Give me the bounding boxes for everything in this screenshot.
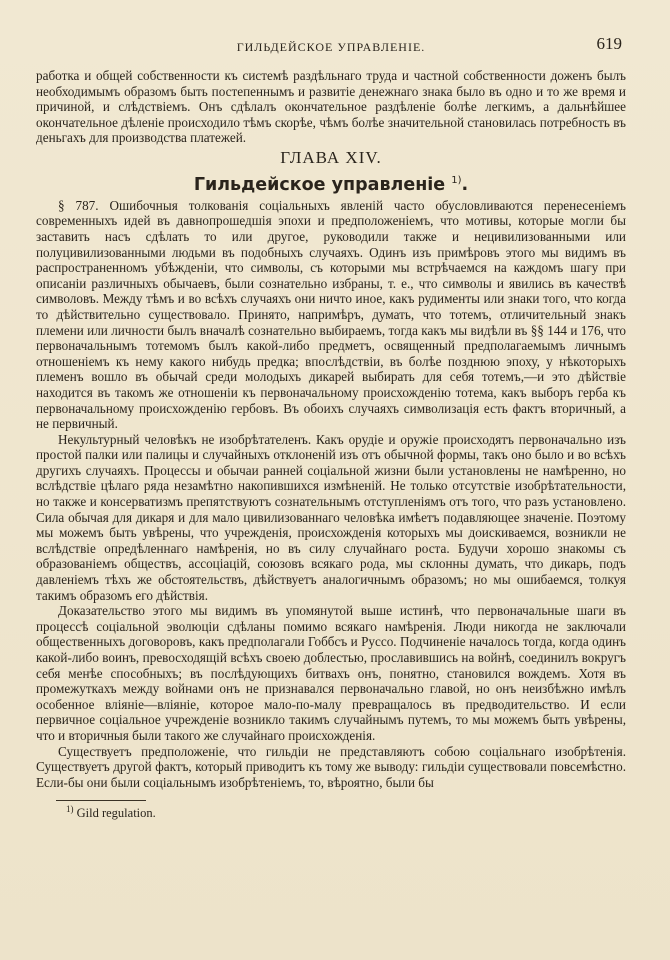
footnote-divider: [56, 800, 146, 801]
running-title: ГИЛЬДЕЙСКОЕ УПРАВЛЕНІЕ.: [236, 40, 426, 54]
footnote-text: Gild regulation.: [76, 806, 156, 821]
chapter-title: ГЛАВА XIV.: [280, 147, 382, 167]
footnote: [66, 804, 626, 821]
paragraph-787: § 787. Ошибочныя толкованія соціальныхъ явленій часто обусловливаются перенесеніемъ современныхъ идей въ давнопрошедшія эпохи и предположеніемъ, что мотивы, которые могли бы заставить насъ сдѣлать то или другое, руководили также и нецивилизованными или полуцивилизованными людьми въ подобныхъ случаяхъ. Одинъ изъ примѣровъ этого мы видимъ въ распространенномъ убѣжденіи, что символы, съ которыми мы встрѣчаемся на каждомъ шагу при описаніи различныхъ обычаевъ, были сознательно избраны, т. е., что символы и явились въ качествѣ символовъ. Между тѣмъ и во всѣхъ случаяхъ они ничто иное, какъ рудименты или знаки того, что когда то дѣйствительно существовало. Принято, напримѣръ, думать, что тотемъ, отличительный знакъ племени или личности былъ вначалѣ сознательно выбираемъ, тогда какъ мы видѣли въ §§ 144 и 176, что первоначальнымъ тотемомъ былъ какой-либо предметъ, освященный предполагаемымъ личнымъ отношеніемъ къ нему какого нибудь предка; впослѣдствіи, въ болѣе позднюю эпоху, у нѣкоторыхъ племенъ вошло въ обычай среди молодыхъ дикарей выбирать для себя тотемъ,—и это дѣйствіе находится въ такомъ же отношеніи къ первоначальному происхожденію тотема, какъ выборъ герба къ первоначальному происхожденію гербовъ. Въ обоихъ случаяхъ символизація есть фактъ вторичный, а не первичный.: [36, 197, 626, 432]
paragraph-guilds: Существуетъ предположеніе, что гильдіи не представляютъ собою соціальнаго изобрѣтенія. Существуетъ другой фактъ, который приводитъ къ тому же выводу: гильдіи существовали повсемѣстно. Если-бы они были соціальнымъ изобрѣтеніемъ, то, вѣроятно, были бы: [36, 743, 626, 790]
page-number: 619: [596, 34, 622, 53]
page-body: [36, 68, 626, 790]
footnote-reference: 1): [451, 174, 462, 186]
running-head: [36, 34, 626, 56]
paragraph-inventiveness: Некультурный человѣкъ не изобрѣтателенъ. Какъ орудіе и оружіе происходятъ первоначально изъ простой палки или палицы и случайныхъ отклоненій изъ отъ обычной формы, такъ оно было и во всѣхъ другихъ случаяхъ. Процессы и обычаи ранней соціальной жизни были установлены не намѣренно, но вслѣдствіе цѣлаго ряда незамѣтно накопившихся измѣненій. Не только отсутствіе изобрѣтательности, но также и консерватизмъ препятствуютъ сознательнымъ отступленіямъ отъ того, что разъ установлено. Сила обычая для дикаря и для мало цивилизованнаго человѣка имѣетъ подавляющее значеніе. Поэтому мы можемъ быть увѣрены, что учрежденія, происхожденія которыхъ мы доискиваемся, возникли не вслѣдствіе опредѣленнаго намѣренія, но въ силу случайнаго роста. Будучи хорошо знакомы съ образованіемъ обществъ, ассоціацій, союзовъ всякаго рода, мы склонны думать, что дикарь, подъ давленіемъ тѣхъ же обстоятельствъ, дѣйствуетъ аналогичнымъ образомъ; но мы ошибаемся, толкуя такимъ образомъ его дѣйствія.: [36, 431, 626, 603]
section-heading: Гильдейское управленіе $^{1)}$.: [193, 174, 469, 195]
opening-paragraph: работка и общей собственности къ системѣ раздѣльнаго труда и частной собственности доженъ былъ необходимымъ образомъ быть постепеннымъ и развитіе денежнаго знака было въ одно и то же время и причиной, и слѣдствіемъ. Онъ сдѣлалъ окончательное раздѣленіе болѣе легкимъ, а дальнѣйшее окончательное дѣленіе происходило тѣмъ скорѣе, чѣмъ болѣе значительной становилась потребность въ деньгахъ для производства платежей.: [36, 68, 626, 146]
footnote-mark: 1): [66, 804, 74, 815]
paragraph-proof: Доказательство этого мы видимъ въ упомянутой выше истинѣ, что первоначальные шаги въ процессѣ соціальной эволюціи сдѣланы помимо всякаго намѣренія. Люди никогда не заключали общественныхъ договоровъ, какъ предполагали Гоббсъ и Руссо. Подчиненіе началось тогда, когда одинъ какой-либо воинъ, превосходящій всѣхъ своею доблестью, прославившись на войнѣ, соединилъ вокругъ себя менѣе способныхъ; въ послѣдующихъ битвахъ онъ, понятно, становился вождемъ. Хотя въ промежуткахъ между войнами онъ не признавался первоначально главой, но онъ неизбѣжно имѣлъ особенное вліяніе—вліяніе, которое мало-по-малу превращалось въ предводительство. И если первичное соціальное учрежденіе возникло такимъ случайнымъ путемъ, то мы можемъ быть увѣрены, что и вторичныя были такого же случайнаго происхожденія.: [36, 603, 626, 743]
section-heading-text: Гильдейское управленіе: [193, 174, 446, 195]
